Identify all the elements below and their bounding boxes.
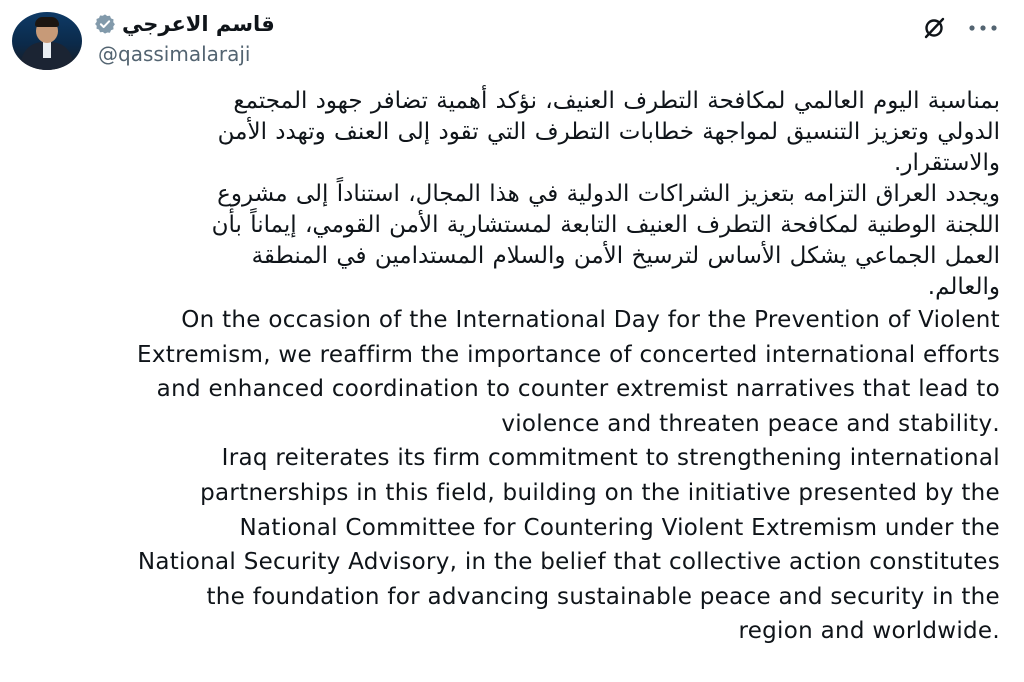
author-name-row[interactable] bbox=[94, 10, 275, 38]
avatar-hair bbox=[35, 17, 59, 27]
text-line: والعالم. bbox=[927, 274, 1000, 300]
verified-badge-icon bbox=[94, 13, 116, 35]
more-horizontal-icon[interactable] bbox=[966, 14, 1000, 42]
text-line: ويجدد العراق التزامه بتعزيز الشراكات الدولية في هذا المجال، استناداً إلى مشروع bbox=[217, 181, 1000, 207]
text-line: .region and worldwide bbox=[738, 618, 1000, 645]
arabic-paragraph-2 bbox=[14, 179, 1000, 303]
text-line: and enhanced coordination to counter extremist narratives that lead to bbox=[156, 376, 1000, 403]
avatar-shirt bbox=[43, 42, 51, 58]
arabic-paragraph-1 bbox=[14, 86, 1000, 179]
tweet-header bbox=[0, 0, 1024, 80]
text-line: On the occasion of the International Day for the Prevention of Violent bbox=[181, 307, 1000, 333]
author-display-name[interactable]: قاسم الاعرجي bbox=[122, 12, 275, 36]
text-line: National Committee for Countering Violent Extremism under the bbox=[239, 514, 1000, 541]
text-line: .violence and threaten peace and stability bbox=[501, 410, 1000, 437]
english-paragraph-2 bbox=[14, 441, 1000, 649]
text-line: Extremism, we reaffirm the importance of concerted international efforts bbox=[137, 341, 1000, 368]
grok-slash-circle-icon[interactable] bbox=[920, 14, 948, 42]
tweet-text bbox=[14, 86, 1000, 649]
text-line: العمل الجماعي يشكل الأساس لترسيخ الأمن والسلام المستدامين في المنطقة bbox=[251, 243, 1000, 269]
text-line: الدولي وتعزيز التنسيق لمواجهة خطابات التطرف التي تقود إلى العنف وتهدد الأمن bbox=[217, 119, 1000, 145]
text-line: Iraq reiterates its firm commitment to strengthening international bbox=[221, 445, 1000, 472]
english-paragraph-1 bbox=[14, 303, 1000, 441]
text-line: والاستقرار. bbox=[894, 150, 1000, 176]
text-line: the foundation for advancing sustainable peace and security in the bbox=[206, 583, 1000, 610]
text-line: بمناسبة اليوم العالمي لمكافحة التطرف العنيف، نؤكد أهمية تضافر جهود المجتمع bbox=[233, 88, 1000, 114]
text-line: اللجنة الوطنية لمكافحة التطرف العنيف التابعة لمستشارية الأمن القومي، إيماناً بأن bbox=[211, 212, 1000, 238]
avatar[interactable] bbox=[12, 12, 82, 70]
text-line: partnerships in this field, building on the initiative presented by the bbox=[200, 479, 1000, 506]
author-handle[interactable]: @qassimalaraji bbox=[98, 42, 251, 66]
text-line: National Security Advisory, in the belief that collective action constitutes bbox=[137, 549, 1000, 576]
